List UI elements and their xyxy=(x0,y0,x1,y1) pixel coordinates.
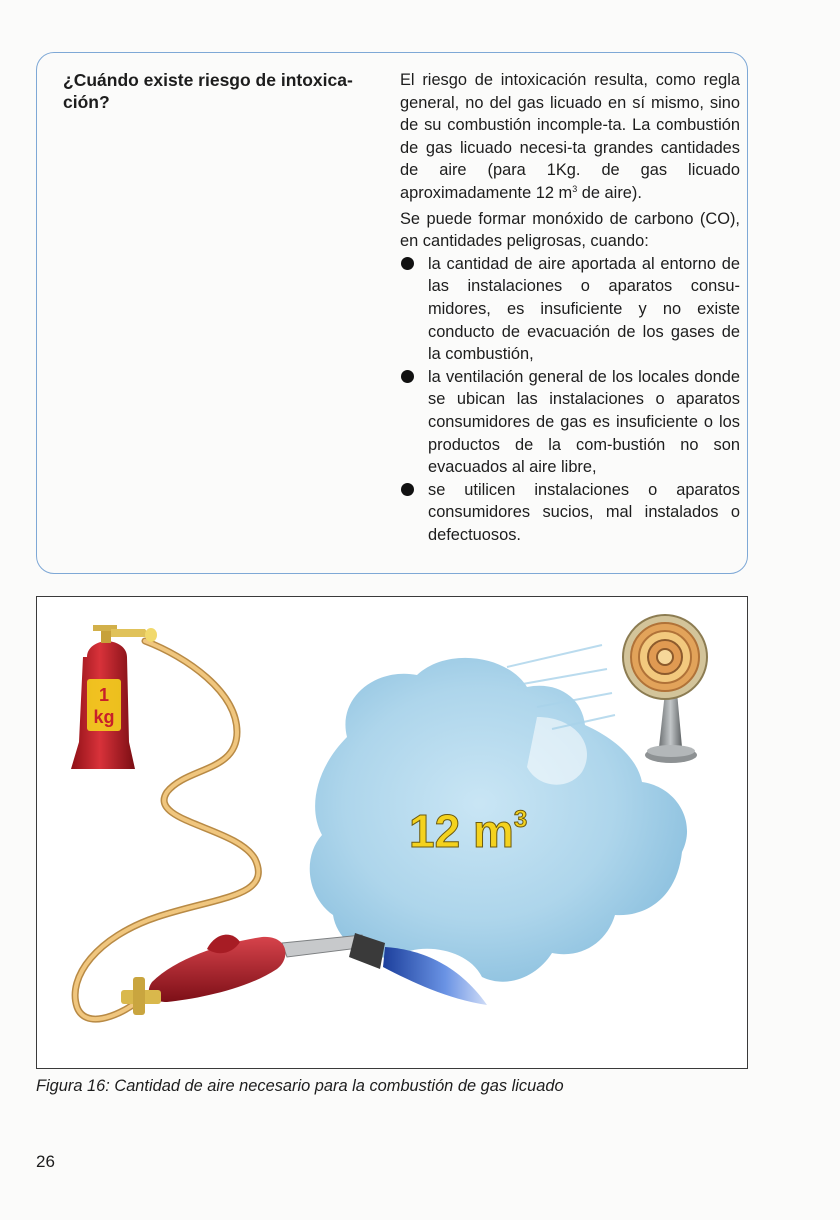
lead-paragraph: Se puede formar monóxido de carbono (CO), en cantidades peligrosas, cuando: xyxy=(400,209,740,251)
radiant-heater-icon xyxy=(623,615,707,763)
intro-paragraph: El riesgo de intoxicación resulta, como regla general, no del gas licuado en sí mismo, sino de su combustión incomple-ta. La combustión de gas licuado necesi-ta grandes cantidades de aire (para 1Kg. de gas licuado aproximadamente 12 $m^3$ de aire). xyxy=(400,71,740,202)
page-number: 26 xyxy=(36,1152,55,1171)
bullet-dot-icon xyxy=(401,257,414,270)
question-heading: ¿Cuándo existe riesgo de intoxica-ción? xyxy=(63,70,353,112)
cylinder-label-unit: kg xyxy=(93,707,115,727)
bullet-item: la cantidad de aire aportada al entorno de las instalaciones o aparatos consu-midores, es insuficiente y no existe conducto de evacuación de los gases de la combustión, xyxy=(400,253,740,366)
air-volume-label: 12 $m^3$ xyxy=(409,805,528,857)
bullet-dot-icon xyxy=(401,483,414,496)
info-box xyxy=(36,52,748,574)
bullet-item: la ventilación general de los locales donde se ubican las instalaciones o aparatos consumidores de gas es insuficiente o los productos de la com-bustión no son evacuados al aire libre, xyxy=(400,366,740,479)
bullet-list xyxy=(400,253,740,547)
figure-caption: Figura 16: Cantidad de aire necesario para la combustión de gas licuado xyxy=(36,1077,564,1095)
figure-svg xyxy=(37,597,746,1067)
answer-text xyxy=(400,69,740,546)
bullet-item: se utilicen instalaciones o aparatos consumidores sucios, mal instalados o defectuosos. xyxy=(400,479,740,547)
cylinder-label-number: 1 xyxy=(98,685,110,705)
bullet-dot-icon xyxy=(401,370,414,383)
superscript-3: 3 xyxy=(572,183,578,194)
gas-cylinder-icon xyxy=(71,625,157,769)
figure-illustration xyxy=(36,596,748,1069)
